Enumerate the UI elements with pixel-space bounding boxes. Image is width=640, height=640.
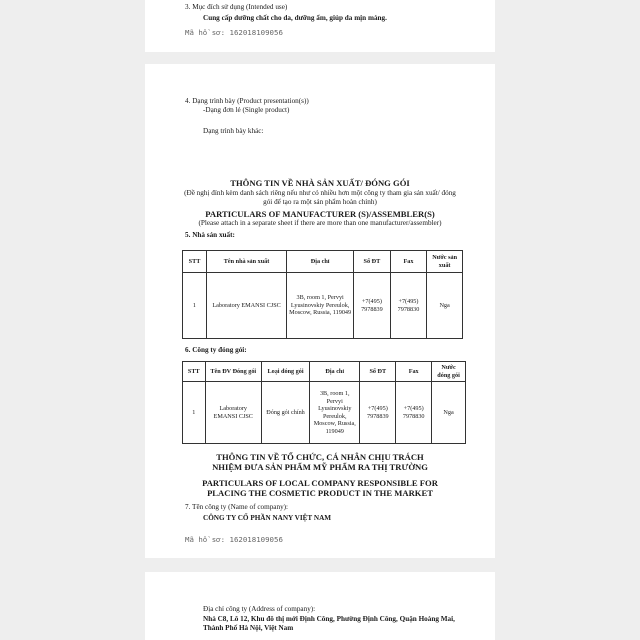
table-header: Tên ĐV Đóng gói bbox=[205, 362, 261, 382]
local-company-title-en: PARTICULARS OF LOCAL COMPANY RESPONSIBLE FOR PLACING THE COSMETIC PRODUCT IN THE MARKET bbox=[202, 478, 438, 498]
table-header: Số ĐT bbox=[354, 251, 391, 273]
table-header: Fax bbox=[396, 362, 432, 382]
table-header: Số ĐT bbox=[360, 362, 396, 382]
item-7-value: CÔNG TY CỔ PHẦN NANY VIỆT NAM bbox=[203, 514, 332, 522]
address-label: Địa chỉ công ty (Address of company): bbox=[203, 605, 316, 613]
table-header: Địa chỉ bbox=[310, 362, 360, 382]
table-row bbox=[183, 273, 463, 339]
table-cell: 3B, room 1, Pervyi Lyusinovskiy Pereulok, Moscow, Russia, 119049 bbox=[310, 382, 360, 444]
packer-table bbox=[182, 361, 466, 444]
table-cell: Laboratory EMANSI CJSC bbox=[205, 382, 261, 444]
table-header: Loại đóng gói bbox=[261, 362, 309, 382]
table-header: Tên nhà sản xuất bbox=[206, 251, 286, 273]
record-number: Mã hồ sơ: 162018109056 bbox=[185, 28, 283, 37]
table-cell: +7(495) 7978839 bbox=[360, 382, 396, 444]
local-company-title-vn: THÔNG TIN VỀ TỔ CHỨC, CÁ NHÂN CHỊU TRÁCH NHIỆM ĐƯA SẢN PHẨM MỸ PHẨM RA THỊ TRƯỜNG bbox=[212, 452, 428, 472]
table-cell: Đóng gói chính bbox=[261, 382, 309, 444]
table-header: STT bbox=[183, 362, 206, 382]
table-header: STT bbox=[183, 251, 207, 273]
table-cell: 1 bbox=[183, 382, 206, 444]
document-page-1 bbox=[145, 0, 495, 52]
item-3-value: Cung cấp dưỡng chất cho da, dưỡng ẩm, giúp da mịn màng. bbox=[203, 14, 387, 22]
table-header: Nước sản xuất bbox=[427, 251, 463, 273]
manufacturer-title-en: PARTICULARS OF MANUFACTURER (S)/ASSEMBLER(S) bbox=[205, 209, 435, 219]
address-value: Nhà C8, Lô 12, Khu đô thị mới Định Công, Phường Định Công, Quận Hoàng Mai, Thành Phố Hà Nội, Việt Nam bbox=[203, 615, 455, 632]
manufacturer-table bbox=[182, 250, 463, 339]
manufacturer-note-vn: (Đề nghị đính kèm danh sách riêng nếu như có nhiều hơn một công ty tham gia sản xuất/ đóng gói để tạo ra một sản phẩm hoàn chỉnh) bbox=[184, 189, 456, 206]
document-page-3 bbox=[145, 572, 495, 640]
table-cell: 1 bbox=[183, 273, 207, 339]
table-cell: +7(495) 7978830 bbox=[390, 273, 427, 339]
table-header: Nước đóng gói bbox=[432, 362, 466, 382]
manufacturer-title-vn: THÔNG TIN VỀ NHÀ SẢN XUẤT/ ĐÓNG GÓI bbox=[230, 178, 410, 188]
document-page-2 bbox=[145, 64, 495, 558]
item-6-label: 6. Công ty đóng gói: bbox=[185, 346, 247, 354]
table-cell: 3B, room 1, Pervyi Lyusinovskiy Pereulok, Moscow, Russia, 119049 bbox=[287, 273, 354, 339]
record-number: Mã hồ sơ: 162018109056 bbox=[185, 535, 283, 544]
item-7-label: 7. Tên công ty (Name of company): bbox=[185, 503, 289, 511]
table-header: Địa chỉ bbox=[287, 251, 354, 273]
table-cell: +7(495) 7978830 bbox=[396, 382, 432, 444]
table-header: Fax bbox=[390, 251, 427, 273]
manufacturer-note-en: (Please attach in a separate sheet if there are more than one manufacturer/assembler) bbox=[198, 219, 442, 227]
table-cell: +7(495) 7978839 bbox=[354, 273, 391, 339]
item-4-label: 4. Dạng trình bày (Product presentation(s)) bbox=[185, 97, 309, 105]
table-row bbox=[183, 382, 466, 444]
item-3-label: 3. Mục đích sử dụng (Intended use) bbox=[185, 3, 288, 11]
table-cell: Nga bbox=[432, 382, 466, 444]
table-cell: Laboratory EMANSI CJSC bbox=[206, 273, 286, 339]
item-4-value: -Dạng đơn lẻ (Single product) bbox=[203, 106, 290, 114]
table-cell: Nga bbox=[427, 273, 463, 339]
item-5-label: 5. Nhà sản xuất: bbox=[185, 231, 235, 239]
item-4-other: Dạng trình bày khác: bbox=[203, 127, 264, 135]
